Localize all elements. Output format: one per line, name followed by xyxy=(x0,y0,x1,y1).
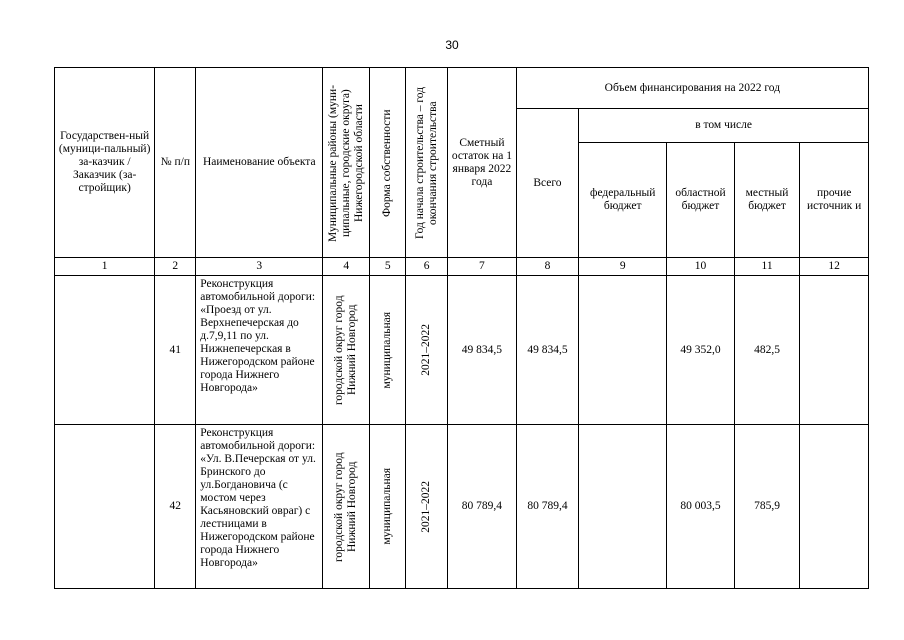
page-number: 30 xyxy=(445,38,459,52)
row-number: 42 xyxy=(155,425,196,589)
column-number: 1 xyxy=(55,258,155,276)
row-local: 482,5 xyxy=(734,276,800,425)
row-federal xyxy=(579,276,667,425)
row-federal xyxy=(579,425,667,589)
row-other xyxy=(800,276,869,425)
column-number-row xyxy=(55,258,869,276)
header-regional: областной бюджет xyxy=(667,143,735,258)
row-total: 80 789,4 xyxy=(516,425,578,589)
column-number: 4 xyxy=(323,258,370,276)
header-object-name: Наименование объекта xyxy=(196,68,323,258)
column-number: 2 xyxy=(155,258,196,276)
row-district: городской округ город Нижний Новгород xyxy=(323,276,370,425)
column-number: 10 xyxy=(667,258,735,276)
header-num: № п/п xyxy=(155,68,196,258)
row-regional: 80 003,5 xyxy=(667,425,735,589)
row-local: 785,9 xyxy=(734,425,800,589)
row-years: 2021–2022 xyxy=(406,425,448,589)
header-funding-volume: Объем финансирования на 2022 год xyxy=(516,68,868,109)
column-number: 7 xyxy=(448,258,517,276)
column-number: 12 xyxy=(800,258,869,276)
row-other xyxy=(800,425,869,589)
financing-table xyxy=(54,67,869,589)
column-number: 6 xyxy=(406,258,448,276)
row-object-name: Реконструкция автомобильной дороги: «Проезд от ул. Верхнепечерская до д.7,9,11 по ул. Нижнепечерская в Нижегородском районе города Нижнего Новгорода» xyxy=(196,276,323,425)
header-customer: Государствен-ный (муници-пальный) за-казчик / Заказчик (за-стройщик) xyxy=(55,68,155,258)
header-including: в том числе xyxy=(579,109,869,143)
row-customer xyxy=(55,276,155,425)
row-regional: 49 352,0 xyxy=(667,276,735,425)
header-local: местный бюджет xyxy=(734,143,800,258)
column-number: 11 xyxy=(734,258,800,276)
header-federal: федеральный бюджет xyxy=(579,143,667,258)
header-construction-years: Год начала строительства – год окончания строительства xyxy=(406,68,448,258)
column-number: 5 xyxy=(370,258,406,276)
column-number: 3 xyxy=(196,258,323,276)
row-balance: 49 834,5 xyxy=(448,276,517,425)
row-ownership: муниципальная xyxy=(370,276,406,425)
row-ownership: муниципальная xyxy=(370,425,406,589)
row-object-name: Реконструкция автомобильной дороги: «Ул. В.Печерская от ул. Бринского до ул.Богдановича (с мостом через Касьяновский овраг) с лестницами в Нижегородском районе города Нижнего Новгорода» xyxy=(196,425,323,589)
column-number: 9 xyxy=(579,258,667,276)
row-total: 49 834,5 xyxy=(516,276,578,425)
row-number: 41 xyxy=(155,276,196,425)
row-customer xyxy=(55,425,155,589)
header-total: Всего xyxy=(516,109,578,258)
table-row xyxy=(55,425,869,589)
row-district: городской округ город Нижний Новгород xyxy=(323,425,370,589)
table-row xyxy=(55,276,869,425)
row-balance: 80 789,4 xyxy=(448,425,517,589)
header-other: прочие источник и xyxy=(800,143,869,258)
row-years: 2021–2022 xyxy=(406,276,448,425)
column-number: 8 xyxy=(516,258,578,276)
header-estimated-balance: Сметный остаток на 1 января 2022 года xyxy=(448,68,517,258)
header-ownership: Форма собственности xyxy=(370,68,406,258)
header-municipal-districts: Муниципальные районы (муни-ципальные, городские округа) Нижегородской области xyxy=(323,68,370,258)
